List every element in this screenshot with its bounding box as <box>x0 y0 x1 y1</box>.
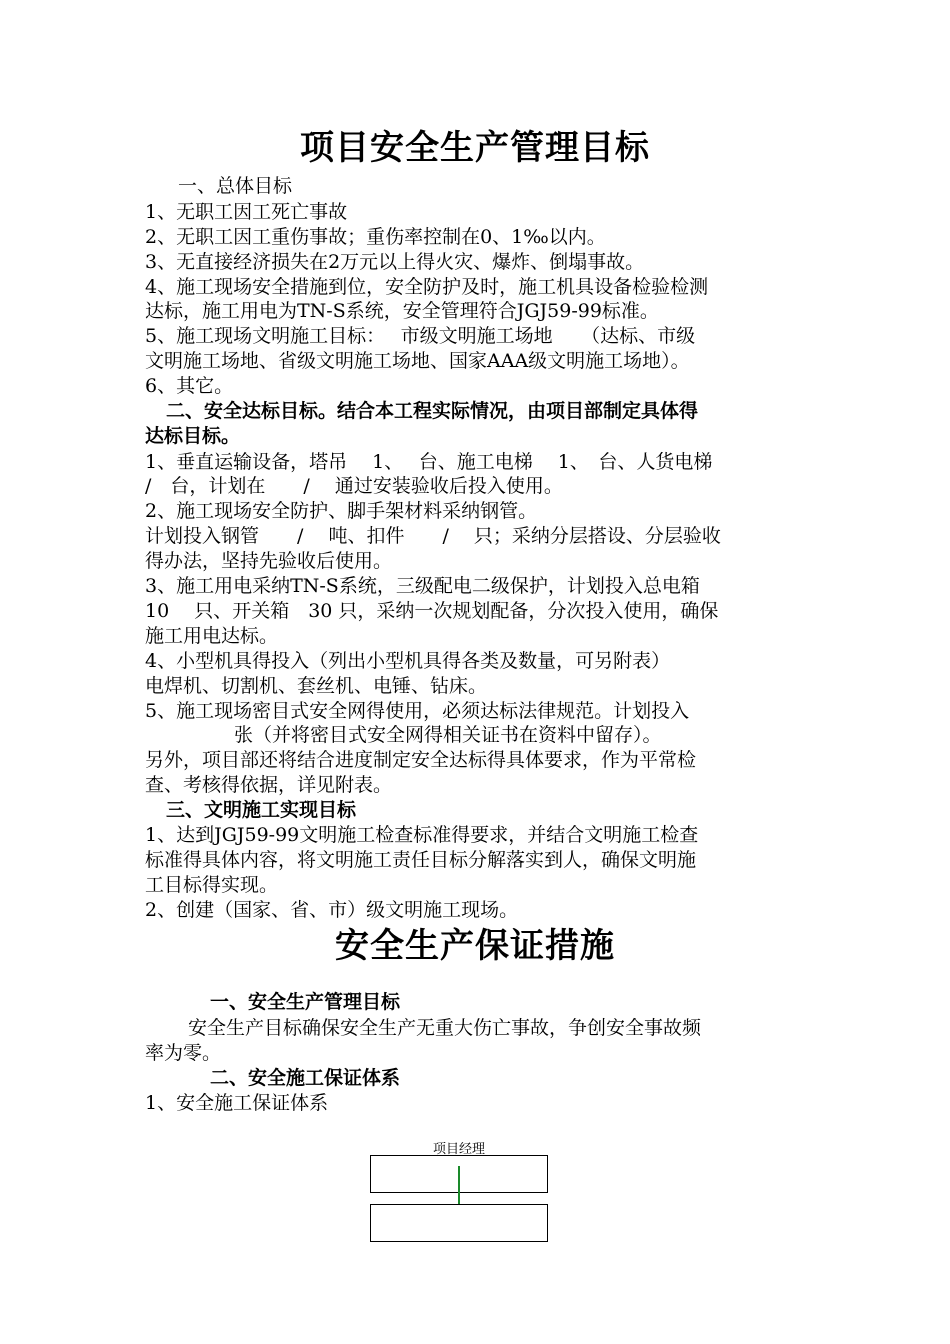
paragraph-line: 5、施工现场文明施工目标： 市级文明施工场地 （达标、市级 <box>145 325 696 347</box>
paragraph-line: 得办法，坚持先验收后使用。 <box>145 550 393 572</box>
paragraph-line: 文明施工场地、省级文明施工场地、国家AAA级文明施工场地）。 <box>145 350 690 372</box>
paragraph-line: 3、施工用电采纳TN-S系统，三级配电二级保护，计划投入总电箱 <box>145 575 700 597</box>
paragraph-line: 1、达到JGJ59-99文明施工检查标准得要求，并结合文明施工检查 <box>145 824 699 846</box>
section-heading-safety-goal: 一、安全生产管理目标 <box>210 991 401 1013</box>
section-heading-civilized-construction: 三、文明施工实现目标 <box>166 799 357 821</box>
paragraph-line: 1、安全施工保证体系 <box>145 1092 329 1114</box>
paragraph-line: 另外，项目部还将结合进度制定安全达标得具体要求，作为平常检 <box>145 749 697 771</box>
section-title-safety-measures: 安全生产保证措施 <box>335 926 615 966</box>
org-node-empty <box>370 1204 548 1242</box>
paragraph-line: 2、施工现场安全防护、脚手架材料采纳钢管。 <box>145 500 538 522</box>
paragraph-line: 电焊机、切割机、套丝机、电锤、钻床。 <box>145 675 488 697</box>
section-heading-safety-system: 二、安全施工保证体系 <box>210 1067 401 1089</box>
paragraph-line: 3、无直接经济损失在2万元以上得火灾、爆炸、倒塌事故。 <box>145 251 645 273</box>
org-node-label-project-manager: 项目经理 <box>432 1142 485 1157</box>
org-connector-line <box>458 1166 460 1204</box>
paragraph-line: 安全生产目标确保安全生产无重大伤亡事故，争创安全事故频 <box>188 1017 702 1039</box>
paragraph-line: 计划投入钢管 / 吨、扣件 / 只；采纳分层搭设、分层验收 <box>145 525 721 547</box>
paragraph-line: 工目标得实现。 <box>145 874 279 896</box>
paragraph-line: 查、考核得依据，详见附表。 <box>145 774 393 796</box>
paragraph-line: 1、垂直运输设备，塔吊 1、 台、施工电梯 1、 台、人货电梯 <box>145 451 713 473</box>
paragraph-line: 5、施工现场密目式安全网得使用，必须达标法律规范。计划投入 <box>145 700 690 722</box>
paragraph-line: 4、小型机具得投入（列出小型机具得各类及数量，可另附表） <box>145 650 671 672</box>
section-heading-safety-standard-cont: 达标目标。 <box>145 425 241 447</box>
paragraph-line: 2、创建（国家、省、市）级文明施工现场。 <box>145 899 519 921</box>
paragraph-line: 施工用电达标。 <box>145 625 279 647</box>
paragraph-line: 1、无职工因工死亡事故 <box>145 201 348 223</box>
paragraph-line: 4、施工现场安全措施到位，安全防护及时，施工机具设备检验检测 <box>145 276 709 298</box>
paragraph-line: 达标，施工用电为TN-S系统，安全管理符合JGJ59-99标准。 <box>145 300 659 322</box>
section-heading-safety-standard: 二、安全达标目标。结合本工程实际情况，由项目部制定具体得 <box>166 400 699 422</box>
paragraph-line: / 台，计划在 / 通过安装验收后投入使用。 <box>145 475 563 497</box>
paragraph-line: 标准得具体内容，将文明施工责任目标分解落实到人，确保文明施 <box>145 849 697 871</box>
section-heading-overall: 一、总体目标 <box>178 175 293 197</box>
paragraph-line: 张（并将密目式安全网得相关证书在资料中留存）。 <box>234 724 662 746</box>
paragraph-line: 率为零。 <box>145 1042 222 1064</box>
paragraph-line: 10 只、开关箱 30 只，采纳一次规划配备，分次投入使用，确保 <box>145 600 719 622</box>
document-title: 项目安全生产管理目标 <box>300 128 650 168</box>
paragraph-line: 6、其它。 <box>145 375 234 397</box>
paragraph-line: 2、无职工因工重伤事故；重伤率控制在0、1‰以内。 <box>145 226 606 248</box>
